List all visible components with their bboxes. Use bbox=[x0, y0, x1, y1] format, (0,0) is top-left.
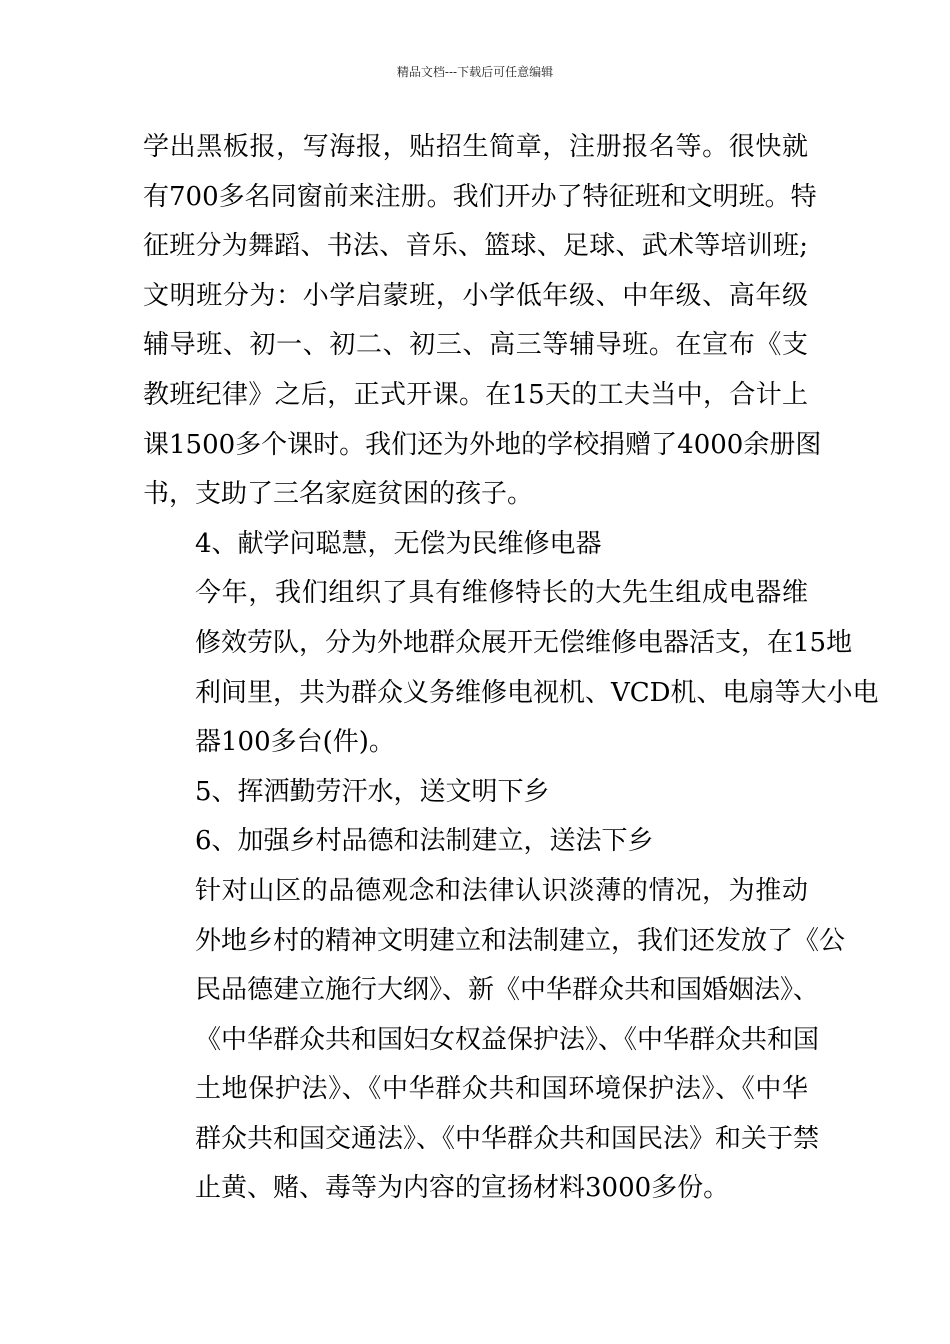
text-line: 器100多台(件)。 bbox=[195, 727, 395, 758]
text-line: 止黄、赌、毒等为内容的宣扬材料3000多份。 bbox=[195, 1173, 730, 1204]
heading-item-4 bbox=[143, 520, 808, 570]
text-line: 书，支助了三名家庭贫困的孩子。 bbox=[143, 479, 534, 510]
text-line: 外地乡村的精神文明建立和法制建立，我们还发放了《公 bbox=[195, 925, 846, 956]
text-line: 辅导班、初一、初二、初三、高三等辅导班。在宣布《支 bbox=[143, 330, 808, 361]
page-header: 精品文档---下载后可任意编辑 bbox=[396, 65, 554, 79]
text-line: 今年，我们组织了具有维修特长的大先生组成电器维 bbox=[195, 578, 808, 609]
text-line: 文明班分为：小学启蒙班，小学低年级、中年级、高年级 bbox=[143, 280, 808, 311]
heading-item-6 bbox=[143, 817, 808, 867]
heading-item-5 bbox=[143, 768, 808, 818]
paragraph-enrollment bbox=[143, 123, 822, 520]
text-line: 4、献学问聪慧，无偿为民维修电器 bbox=[195, 528, 602, 559]
text-line: 教班纪律》之后，正式开课。在15天的工夫当中，合计上 bbox=[143, 379, 808, 410]
text-line: 民品德建立施行大纲》、新《中华群众共和国婚姻法》、 bbox=[195, 975, 820, 1006]
text-line: 课1500多个课时。我们还为外地的学校捐赠了4000余册图 bbox=[143, 429, 822, 460]
text-line: 5、挥洒勤劳汗水，送文明下乡 bbox=[195, 776, 550, 807]
paragraph-repair-team bbox=[143, 569, 879, 767]
text-line: 《中华群众共和国妇女权益保护法》、《中华群众共和国 bbox=[195, 1024, 820, 1055]
body-text bbox=[143, 123, 879, 1214]
text-line: 土地保护法》、《中华群众共和国环境保护法》、《中华 bbox=[195, 1074, 808, 1105]
paragraph-law-materials bbox=[143, 867, 846, 1214]
text-line: 6、加强乡村品德和法制建立，送法下乡 bbox=[195, 826, 654, 857]
text-line: 群众共和国交通法》、《中华群众共和国民法》和关于禁 bbox=[195, 1123, 820, 1154]
text-line: 学出黑板报，写海报，贴招生简章，注册报名等。很快就 bbox=[143, 132, 808, 162]
text-line: 有700多名同窗前来注册。我们开办了特征班和文明班。特 bbox=[143, 181, 817, 212]
text-line: 征班分为舞蹈、书法、音乐、篮球、足球、武术等培训班; bbox=[143, 231, 808, 262]
text-line: 针对山区的品德观念和法律认识淡薄的情况，为推动 bbox=[195, 875, 808, 906]
text-line: 修效劳队，分为外地群众展开无偿维修电器活支，在15地 bbox=[195, 627, 853, 658]
text-line: 利间里，共为群众义务维修电视机、VCD机、电扇等大小电 bbox=[195, 677, 879, 708]
